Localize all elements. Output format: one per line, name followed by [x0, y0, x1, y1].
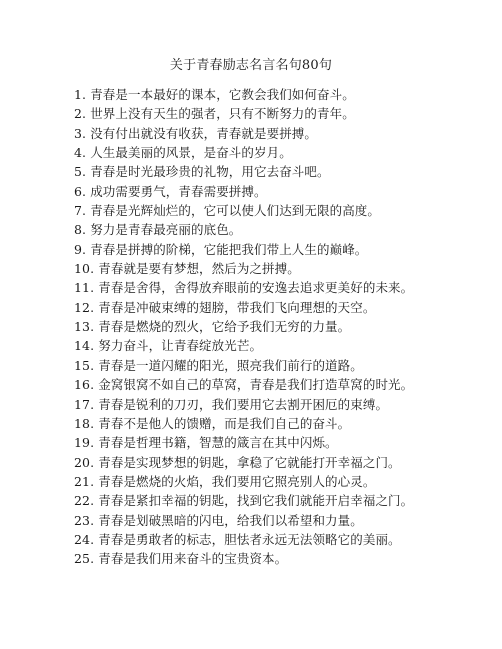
quote-item-18: 18. 青春不是他人的馈赠，而是我们自己的奋斗。 [74, 415, 351, 431]
quote-item-8: 8. 努力是青春最亮丽的底色。 [74, 222, 242, 238]
quote-item-22: 22. 青春是紧扣幸福的钥匙，找到它我们就能开启幸福之门。 [74, 493, 414, 509]
quote-item-21: 21. 青春是燃烧的火焰，我们要用它照亮别人的心灵。 [74, 473, 376, 489]
quote-item-3: 3. 没有付出就没有收获，青春就是要拼搏。 [74, 125, 318, 141]
quote-list [74, 85, 484, 569]
quote-item-12: 12. 青春是冲破束缚的翅膀，带我们飞向理想的天空。 [74, 299, 376, 315]
quote-item-7: 7. 青春是光辉灿烂的，它可以使人们达到无限的高度。 [74, 203, 381, 219]
quote-item-14: 14. 努力奋斗，让青春绽放光芒。 [74, 338, 263, 354]
quote-item-1: 1. 青春是一本最好的课本，它教会我们如何奋斗。 [74, 87, 355, 102]
quote-item-10: 10. 青春就是要有梦想，然后为之拼搏。 [74, 261, 300, 277]
quote-item-25: 25. 青春是我们用来奋斗的宝贵资本。 [74, 551, 288, 567]
quote-item-20: 20. 青春是实现梦想的钥匙，拿稳了它就能打开幸福之门。 [74, 454, 401, 470]
quote-item-6: 6. 成功需要勇气，青春需要拼搏。 [74, 183, 267, 199]
quote-item-13: 13. 青春是燃烧的烈火，它给予我们无穷的力量。 [74, 319, 351, 335]
quote-item-2: 2. 世界上没有天生的强者，只有不断努力的青年。 [74, 106, 355, 122]
quote-item-23: 23. 青春是划破黑暗的闪电，给我们以希望和力量。 [74, 512, 363, 528]
quote-item-4: 4. 人生最美丽的风景，是奋斗的岁月。 [74, 145, 292, 161]
quote-item-16: 16. 金窝银窝不如自己的草窝，青春是我们打造草窝的时光。 [74, 377, 414, 393]
quote-item-5: 5. 青春是时光最珍贵的礼物，用它去奋斗吧。 [74, 164, 330, 180]
document-title: 关于青春励志名言名句80句 [169, 58, 333, 73]
quote-item-24: 24. 青春是勇敢者的标志，胆怯者永远无法领略它的美丽。 [74, 531, 401, 547]
quote-item-15: 15. 青春是一道闪耀的阳光，照亮我们前行的道路。 [74, 357, 363, 373]
quote-item-17: 17. 青春是锐利的刀刃，我们要用它去割开困厄的束缚。 [74, 396, 389, 412]
quote-item-9: 9. 青春是拼搏的阶梯，它能把我们带上人生的巅峰。 [74, 241, 368, 257]
quote-item-11: 11. 青春是舍得，舍得放弃眼前的安逸去追求更美好的未来。 [74, 280, 414, 296]
quote-item-19: 19. 青春是哲理书籍，智慧的箴言在其中闪烁。 [74, 435, 338, 451]
